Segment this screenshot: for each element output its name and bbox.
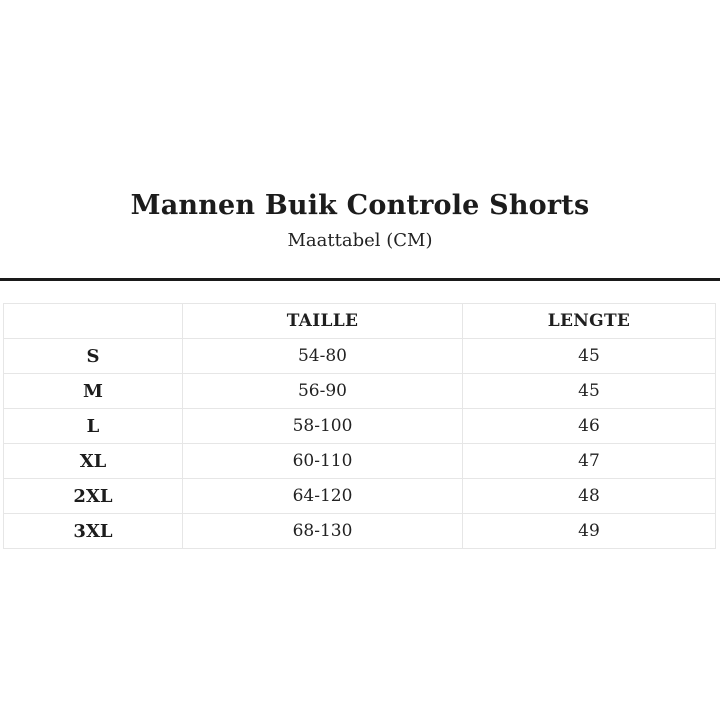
table-row bbox=[4, 374, 716, 409]
page-title: Mannen Buik Controle Shorts bbox=[130, 190, 590, 221]
size-cell: XL bbox=[4, 444, 183, 479]
size-chart-table bbox=[3, 303, 716, 549]
lengte-cell: 45 bbox=[463, 374, 716, 409]
table-row bbox=[4, 339, 716, 374]
table-row bbox=[4, 479, 716, 514]
header-block bbox=[0, 190, 720, 252]
lengte-cell: 48 bbox=[463, 479, 716, 514]
table-row bbox=[4, 514, 716, 549]
taille-cell: 60-110 bbox=[183, 444, 463, 479]
taille-cell: 64-120 bbox=[183, 479, 463, 514]
header-cell-lengte: LENGTE bbox=[463, 304, 716, 339]
taille-cell: 54-80 bbox=[183, 339, 463, 374]
header-cell-size bbox=[4, 304, 183, 339]
size-cell: S bbox=[4, 339, 183, 374]
size-cell: 2XL bbox=[4, 479, 183, 514]
lengte-cell: 46 bbox=[463, 409, 716, 444]
taille-cell: 56-90 bbox=[183, 374, 463, 409]
table-row bbox=[4, 444, 716, 479]
header-cell-taille: TAILLE bbox=[183, 304, 463, 339]
taille-cell: 58-100 bbox=[183, 409, 463, 444]
page-subtitle: Maattabel (CM) bbox=[287, 230, 433, 252]
size-cell: L bbox=[4, 409, 183, 444]
table-row bbox=[4, 409, 716, 444]
lengte-cell: 45 bbox=[463, 339, 716, 374]
section-divider-rule bbox=[0, 278, 720, 281]
lengte-cell: 47 bbox=[463, 444, 716, 479]
taille-cell: 68-130 bbox=[183, 514, 463, 549]
header-row bbox=[4, 304, 716, 339]
size-cell: 3XL bbox=[4, 514, 183, 549]
size-cell: M bbox=[4, 374, 183, 409]
lengte-cell: 49 bbox=[463, 514, 716, 549]
